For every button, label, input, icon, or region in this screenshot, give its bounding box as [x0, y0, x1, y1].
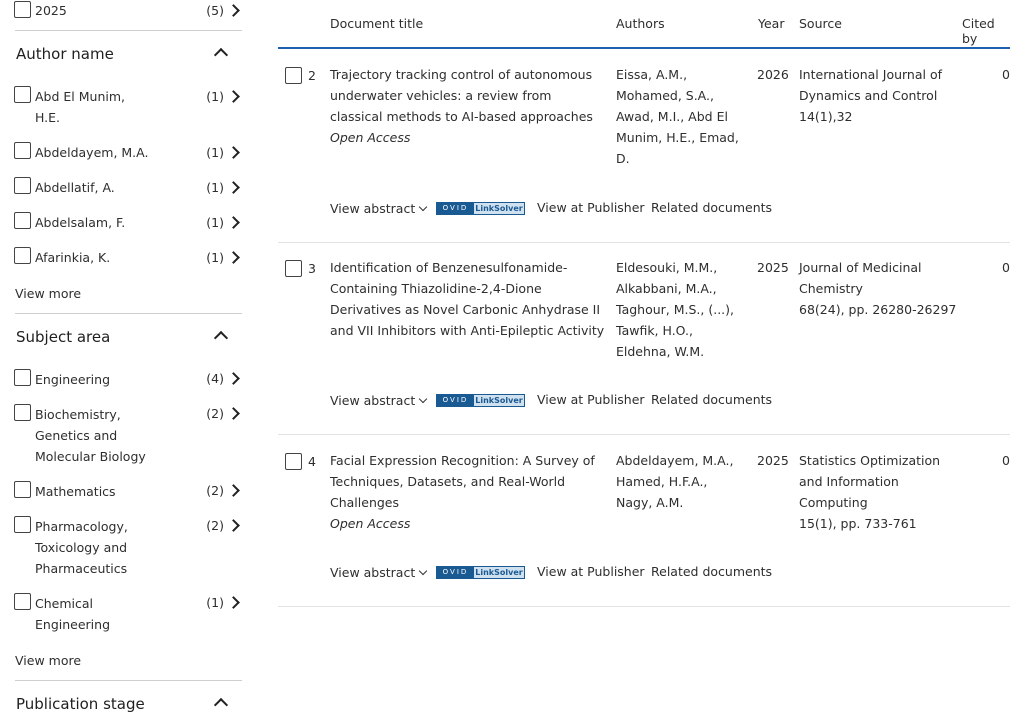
- chevron-right-icon[interactable]: [227, 4, 240, 17]
- ovid-logo-text: OVID: [437, 395, 474, 406]
- filter-count: (5): [206, 3, 224, 18]
- authors-cell[interactable]: Eldesouki, M.M., Alkabbani, M.A., Taghour, M.S., (...), Tawfik, H.O., Eldehna, W.M.: [616, 260, 734, 359]
- filter-count: (1): [206, 215, 224, 230]
- linksolver-logo-text: LinkSolver: [475, 568, 523, 577]
- chevron-up-icon[interactable]: [214, 698, 228, 712]
- chevron-right-icon[interactable]: [227, 407, 240, 420]
- chevron-down-icon: [419, 395, 427, 403]
- column-header-authors[interactable]: Authors: [616, 16, 665, 31]
- row-checkbox[interactable]: [285, 260, 302, 277]
- row-divider: [278, 606, 1010, 607]
- view-at-publisher-link[interactable]: View at Publisher: [537, 200, 645, 215]
- document-title-cell: [330, 64, 605, 148]
- column-header-cited-by[interactable]: Cited by: [962, 16, 995, 46]
- source-link[interactable]: Statistics Optimization and Information Computing: [799, 453, 941, 510]
- view-abstract-button[interactable]: [330, 200, 426, 218]
- filter-count: (1): [206, 89, 224, 104]
- filter-checkbox[interactable]: [14, 1, 31, 18]
- view-at-publisher-link[interactable]: View at Publisher: [537, 564, 645, 579]
- source-detail: 68(24), pp. 26280-26297: [799, 302, 957, 317]
- column-header-title[interactable]: Document title: [330, 16, 424, 31]
- column-header-source[interactable]: Source: [799, 16, 842, 31]
- year-cell: 2025: [757, 260, 789, 275]
- row-number: 2: [308, 68, 316, 83]
- source-detail: 14(1),32: [799, 109, 853, 124]
- filter-count: (1): [206, 250, 224, 265]
- filter-checkbox[interactable]: [14, 247, 31, 264]
- source-link[interactable]: Journal of Medicinal Chemistry: [799, 260, 922, 296]
- cited-by-cell[interactable]: 0: [1002, 260, 1010, 275]
- related-documents-link[interactable]: Related documents: [651, 200, 773, 215]
- filter-label: Afarinkia, K.: [35, 250, 111, 265]
- document-title-cell: [330, 450, 605, 534]
- column-header-year[interactable]: Year: [758, 16, 785, 31]
- document-title-link[interactable]: Facial Expression Recognition: A Survey of Techniques, Datasets, and Real-World Challenges: [330, 453, 595, 510]
- row-divider: [278, 434, 1010, 435]
- results-table: [278, 0, 1012, 723]
- view-abstract-label: View abstract: [330, 201, 416, 216]
- filter-count: (1): [206, 595, 224, 610]
- related-documents-link[interactable]: Related documents: [651, 564, 773, 579]
- chevron-right-icon[interactable]: [227, 484, 240, 497]
- source-cell: [799, 64, 959, 127]
- filter-label: Abdelsalam, F.: [35, 215, 126, 230]
- row-number: 3: [308, 261, 316, 276]
- filter-count: (4): [206, 371, 224, 386]
- filter-label: Pharmacology, Toxicology and Pharmaceutics: [35, 519, 128, 576]
- ovid-logo-text: OVID: [437, 203, 474, 214]
- open-access-label: Open Access: [330, 516, 411, 531]
- source-cell: [799, 450, 959, 534]
- filter-checkbox[interactable]: [14, 516, 31, 533]
- ovid-linksolver-button[interactable]: [436, 202, 525, 215]
- filter-label: Abd El Munim, H.E.: [35, 89, 125, 125]
- chevron-right-icon[interactable]: [227, 146, 240, 159]
- filter-checkbox[interactable]: [14, 404, 31, 421]
- filter-checkbox[interactable]: [14, 212, 31, 229]
- ovid-linksolver-button[interactable]: [436, 566, 525, 579]
- section-divider: [15, 30, 242, 31]
- chevron-down-icon: [419, 203, 427, 211]
- linksolver-logo-text: LinkSolver: [475, 396, 523, 405]
- view-abstract-button[interactable]: [330, 564, 426, 582]
- chevron-right-icon[interactable]: [227, 251, 240, 264]
- filter-count: (1): [206, 145, 224, 160]
- cited-by-cell[interactable]: 0: [1002, 453, 1010, 468]
- chevron-right-icon[interactable]: [227, 372, 240, 385]
- year-cell: 2026: [757, 67, 789, 82]
- open-access-label: Open Access: [330, 130, 411, 145]
- header-divider: [278, 47, 1010, 49]
- document-title-link[interactable]: Trajectory tracking control of autonomous underwater vehicles: a review from classical methods to AI-based approaches: [330, 67, 593, 124]
- view-abstract-label: View abstract: [330, 393, 416, 408]
- row-divider: [278, 242, 1010, 243]
- chevron-right-icon[interactable]: [227, 596, 240, 609]
- filter-label: Engineering: [35, 372, 110, 387]
- linksolver-logo-text: LinkSolver: [475, 204, 523, 213]
- filter-checkbox[interactable]: [14, 177, 31, 194]
- filter-label: Mathematics: [35, 484, 116, 499]
- row-checkbox[interactable]: [285, 453, 302, 470]
- source-link[interactable]: International Journal of Dynamics and Control: [799, 67, 943, 103]
- chevron-right-icon[interactable]: [227, 181, 240, 194]
- source-detail: 15(1), pp. 733-761: [799, 516, 917, 531]
- view-at-publisher-link[interactable]: View at Publisher: [537, 392, 645, 407]
- chevron-up-icon[interactable]: [214, 48, 228, 62]
- filter-checkbox[interactable]: [14, 142, 31, 159]
- filter-count: (2): [206, 406, 224, 421]
- year-cell: 2025: [757, 453, 789, 468]
- filter-checkbox[interactable]: [14, 369, 31, 386]
- chevron-right-icon[interactable]: [227, 90, 240, 103]
- view-abstract-label: View abstract: [330, 565, 416, 580]
- filter-label: 2025: [35, 3, 67, 18]
- filter-checkbox[interactable]: [14, 593, 31, 610]
- filter-checkbox[interactable]: [14, 481, 31, 498]
- source-cell: [799, 257, 959, 320]
- authors-cell[interactable]: Abdeldayem, M.A., Hamed, H.F.A., Nagy, A.M.: [616, 453, 734, 510]
- cited-by-cell[interactable]: 0: [1002, 67, 1010, 82]
- filter-label: Biochemistry, Genetics and Molecular Biology: [35, 407, 146, 464]
- section-divider: [15, 680, 242, 681]
- filter-count: (1): [206, 180, 224, 195]
- document-title-cell: [330, 257, 608, 341]
- filter-checkbox[interactable]: [14, 86, 31, 103]
- author-view-more-link[interactable]: View more: [15, 286, 82, 301]
- subject-view-more-link[interactable]: View more: [15, 653, 82, 668]
- document-title-link[interactable]: Identification of Benzenesulfonamide-Containing Thiazolidine-2,4-Dione Derivatives as Novel Carbonic Anhydrase II and VII Inhibitors with Anti-Epileptic Activity: [330, 260, 605, 338]
- filter-label: Chemical Engineering: [35, 596, 110, 632]
- ovid-logo-text: OVID: [437, 567, 474, 578]
- filter-label: Abdeldayem, M.A.: [35, 145, 149, 160]
- chevron-right-icon[interactable]: [227, 216, 240, 229]
- chevron-right-icon[interactable]: [227, 519, 240, 532]
- publication-stage-section-title[interactable]: Publication stage: [16, 695, 145, 713]
- row-checkbox[interactable]: [285, 67, 302, 84]
- view-abstract-button[interactable]: [330, 392, 426, 410]
- row-number: 4: [308, 454, 316, 469]
- filter-count: (2): [206, 518, 224, 533]
- chevron-down-icon: [419, 567, 427, 575]
- filter-count: (2): [206, 483, 224, 498]
- author-name-section-title[interactable]: Author name: [16, 45, 114, 63]
- subject-area-section-title[interactable]: Subject area: [16, 328, 111, 346]
- related-documents-link[interactable]: Related documents: [651, 392, 773, 407]
- filter-label: Abdellatif, A.: [35, 180, 115, 195]
- authors-cell[interactable]: Eissa, A.M., Mohamed, S.A., Awad, M.I., Abd El Munim, H.E., Emad, D.: [616, 67, 739, 166]
- section-divider: [15, 313, 242, 314]
- ovid-linksolver-button[interactable]: [436, 394, 525, 407]
- chevron-up-icon[interactable]: [214, 331, 228, 345]
- filter-sidebar: [0, 0, 250, 723]
